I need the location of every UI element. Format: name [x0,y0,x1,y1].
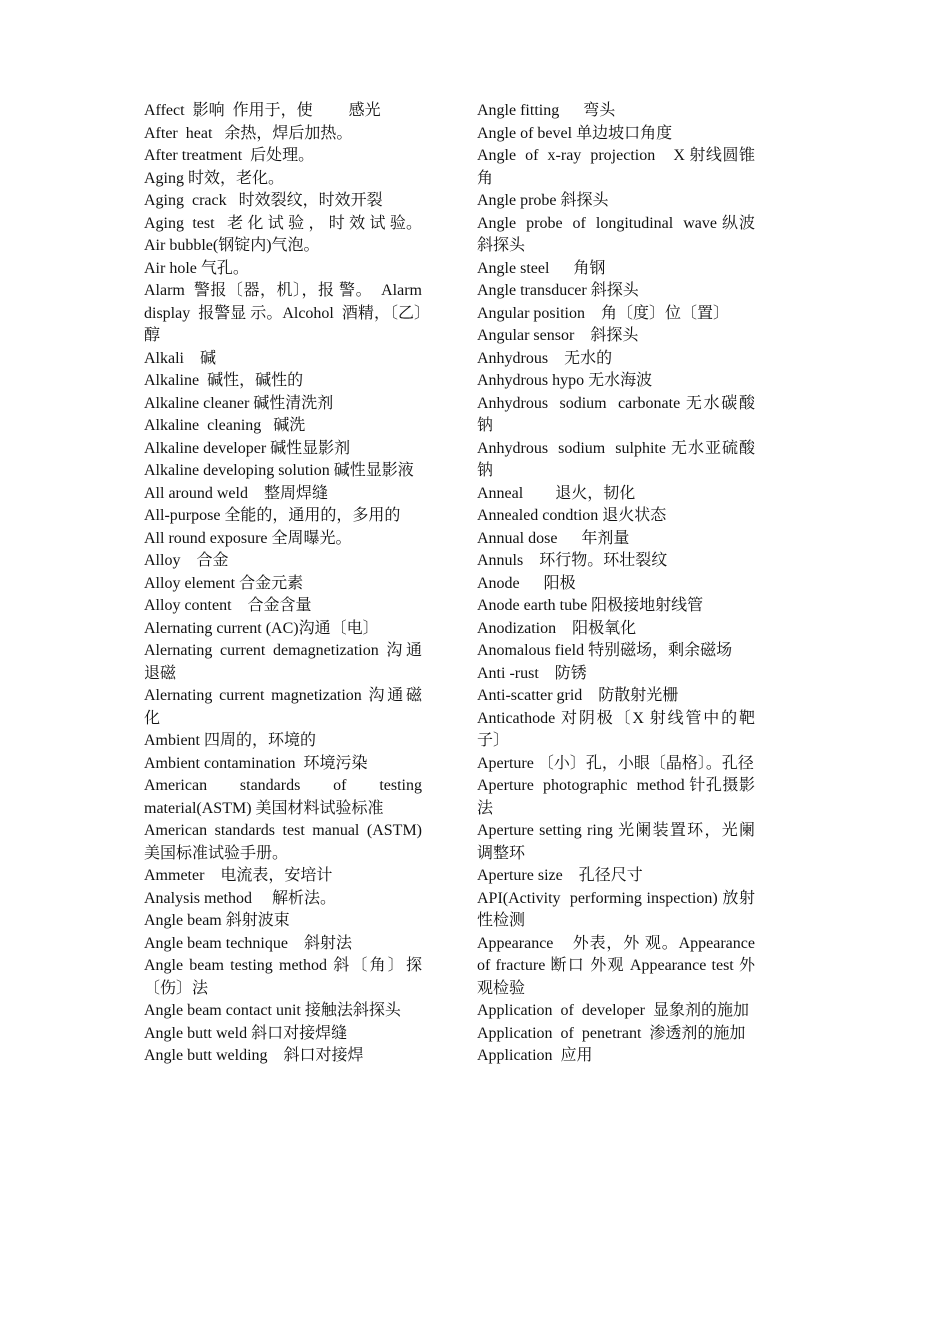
glossary-entry: Alernating current (AC)沟通〔电〕 [144,619,379,637]
glossary-entry: Annealed condtion 退火状态 [477,507,667,524]
glossary-entry: Angle fitting 弯头 [477,102,616,119]
glossary-entry: After treatment 后处理。 [144,147,315,164]
glossary-entry: Aging crack 时效裂纹，时效开裂 [144,192,383,209]
glossary-entry: Application of developer 显象剂的施加 [477,1002,749,1019]
glossary-entry: Alloy content 合金含量 [144,597,312,614]
glossary-entry: Application of penetrant 渗透剂的施加 [477,1024,746,1042]
glossary-entry: Analysis method 解析法。 [144,889,336,907]
glossary-column-left [144,100,426,1068]
glossary-entry: Ambient contamination 环境污染 [144,754,368,772]
glossary-entry: Anhydrous sodium sulphite 无水亚硫酸钠 [477,439,755,479]
glossary-entry: Anticathode 对阴极〔X 射线管中的靶子〕 [477,709,755,749]
glossary-entry: Alkaline developer 碱性显影剂 [144,439,351,457]
glossary-entry: Anti-scatter grid 防散射光栅 [477,687,679,704]
glossary-entry: Alernating current magnetization 沟通磁化 [144,687,422,727]
glossary-entry: Anhydrous sodium carbonate 无水碳酸钠 [477,394,755,434]
glossary-entry: Alkali 碱 [144,349,216,367]
glossary-entry: Appearance 外表，外 观。Appearance of fracture 断口 外观 Appearance test 外观检验 [477,934,759,997]
glossary-entry: Anhydrous 无水的 [477,349,613,367]
glossary-entry: Angular sensor 斜探头 [477,327,639,344]
glossary-entry: Anti -rust 防锈 [477,664,587,682]
glossary-entry: Aging 时效，老化。 [144,169,285,187]
glossary-entry: Anode 阳极 [477,574,576,592]
glossary-entry: Air hole 气孔。 [144,259,249,277]
glossary-entry: Angle beam 斜射波束 [144,912,290,929]
glossary-entry: Annuls 环行物。环壮裂纹 [477,552,668,569]
glossary-entry: Anode earth tube 阳极接地射线管 [477,597,704,614]
glossary-entry: Angle beam contact unit 接触法斜探头 [144,1002,401,1019]
glossary-entry: Aperture setting ring 光阑装置环，光阑调整环 [477,822,755,862]
glossary-entry: Anomalous field 特别磁场，剩余磁场 [477,642,733,659]
glossary-column-right [477,100,759,1068]
glossary-entry: Alarm 警报〔器，机〕，报 警。 Alarm display 报警显 示。Alcohol 酒精，〔乙〕醇 [144,282,426,344]
glossary-entry: Angle probe of longitudinal wave 纵波斜探头 [477,214,755,254]
glossary-entry: Angular position 角〔度〕位〔置〕 [477,304,729,322]
glossary-entry: After heat 余热，焊后加热。 [144,124,353,142]
glossary-entry: Ammeter 电流表，安培计 [144,867,333,884]
glossary-entry: Ambient 四周的，环境的 [144,732,316,749]
glossary-entry: Alloy 合金 [144,552,229,569]
glossary-entry: Alernating current demagnetization 沟通退磁 [144,642,422,682]
glossary-entry: Angle transducer 斜探头 [477,282,639,299]
glossary-entry: Angle steel 角钢 [477,259,606,277]
glossary-entry: Alkaline cleaner 碱性清洗剂 [144,394,334,412]
glossary-entry: Alloy element 合金元素 [144,574,304,592]
glossary-entry: Alkaline cleaning 碱洗 [144,417,306,434]
glossary-entry: Anodization 阳极氧化 [477,619,637,637]
glossary-entry: Affect 影响 作用于，使 感光 [144,102,381,119]
glossary-entry: Angle of bevel 单边坡口角度 [477,124,673,142]
glossary-entry: Angle beam technique 斜射法 [144,934,352,952]
glossary-entry: Aperture 〔小〕孔，小眼〔晶格〕。孔径 [477,754,754,772]
glossary-entry: Alkaline 碱性，碱性的 [144,372,304,389]
glossary-entry: Aperture photographic method 针孔摄影法 [477,777,755,817]
glossary-entry: Angle butt weld 斜口对接焊缝 [144,1024,348,1042]
glossary-entry: API(Activity performing inspection) 放射性检测 [477,889,755,929]
glossary-entry: Application 应用 [477,1047,593,1064]
glossary-entry: American standards test manual (ASTM) 美国标准试验手册。 [144,822,426,862]
glossary-entry: Angle butt welding 斜口对接焊 [144,1047,364,1064]
glossary-entry: All around weld 整周焊缝 [144,484,328,502]
glossary-entry: Anhydrous hypo 无水海波 [477,372,653,389]
glossary-entry: Angle probe 斜探头 [477,192,609,209]
glossary-entry: Aperture size 孔径尺寸 [477,867,643,884]
glossary-entry: Annual dose 年剂量 [477,529,630,547]
glossary-entry: Anneal 退火，韧化 [477,484,636,502]
glossary-entry: Aging test 老 化 试 验 ， 时 效 试 验。Air bubble(钢锭内)气泡。 [144,214,422,254]
glossary-entry: All-purpose 全能的，通用的，多用的 [144,507,401,524]
glossary-entry: Alkaline developing solution 碱性显影液 [144,462,414,479]
glossary-entry: All round exposure 全周曝光。 [144,529,352,547]
glossary-entry: Angle beam testing method 斜〔角〕探〔伤〕法 [144,957,422,997]
glossary-entry: Angle of x-ray projection X 射线圆锥角 [477,147,755,187]
glossary-entry: American standards of testing material(ASTM) 美国材料试验标准 [144,777,426,817]
